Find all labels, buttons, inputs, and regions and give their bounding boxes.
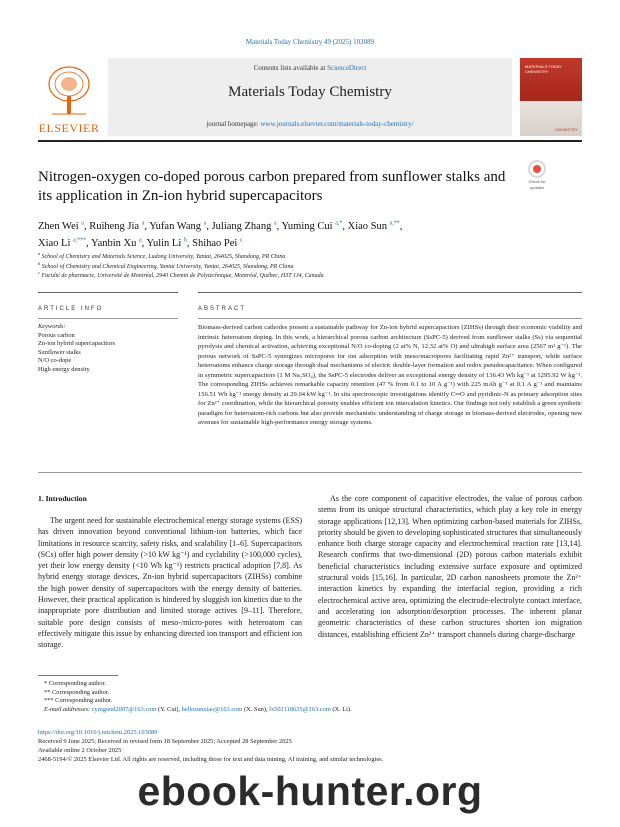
email-link[interactable]: cymgood2007@163.com — [91, 705, 157, 713]
author[interactable]: Yulin Li $^b$ — [146, 237, 187, 249]
journal-cover-thumbnail[interactable] — [520, 58, 582, 136]
keywords-label: Keywords: — [38, 323, 66, 330]
article-title: Nitrogen-oxygen co-doped porous carbon prepared from sunflower stalks and its application in Zn-ion hybrid supercapacitors — [38, 169, 506, 204]
author[interactable]: Yufan Wang $^a$ — [149, 220, 207, 232]
corresponding-author-note: * Corresponding author. — [44, 680, 106, 687]
corresponding-author-note: *** Corresponding author. — [44, 697, 113, 705]
badge-line-2: updates — [529, 185, 545, 190]
doi-link[interactable]: https://doi.org/10.1016/j.mtchem.2025.103089 — [38, 729, 158, 736]
affiliation: $^b$ School of Chemistry and Chemical Engineering, Yantai University, Yantai, 264025, Shandong, PR China — [38, 260, 294, 270]
journal-homepage-link[interactable]: www.journals.elsevier.com/materials-today-chemistry/ — [260, 120, 414, 128]
author[interactable]: Juliang Zhang $^a$ — [211, 220, 277, 232]
author[interactable]: Zhen Wei $^a$ — [38, 220, 84, 232]
affiliation: $^a$ School of Chemistry and Materials Science, Ludong University, Yantai, 264025, Shandong, PR China — [38, 251, 286, 260]
keyword: High energy density — [38, 365, 90, 373]
abstract-subrule — [198, 318, 582, 319]
article-info-heading: ARTICLE INFO — [38, 306, 104, 312]
abstract-text: Biomass-derived carbon cathodes present a sustainable pathway for Zn-ion hybrid supercapacitors (ZIHSs) through their economic viability and intrinsic heteroatom doping. In this work, a hierarchical porous carbon architecture (SsPC-5) derived from sunflower stalks (Ss) via sequential pyrolysis and chemical activation, achieving exceptional N/O co-doping (2 at% N, 12.32 at% O) and ultrahigh surface area (2567 m² g⁻¹). The porous network of SsPC-5 synergizes micropores for ion adsorption with meso/macropores facilitating rapid Zn²⁺ transport, while surface heteroatoms enhance charge storage through dual mechanisms of electric double-layer formation and redox pseudocapacitance. When configured in symmetric supercapacitors (1 M Na₂SO₄), the SsPC-5 electrodes deliver an exceptional energy density of 136.43 Wh kg⁻¹ at 1295.92 W kg⁻¹. The corresponding ZIHSs achieves remarkable capacity retention (47 % from 0.1 to 10 A g⁻¹) with 225 mAh g⁻¹ at 0.1 A g⁻¹ and maintains 156.51 Wh kg⁻¹ energy density at 29.04 kW kg⁻¹. In situ spectroscopic investigations identify C═O and pyridinic-N as primary adsorption sites for Zn²⁺ coordination, while the hierarchical porosity enables efficient ion intercalation kinetics. Our findings not only establish a green synthetic paradigm for heteroatom-rich carbons but also provide mechanistic understanding of charge storage in biomass-derived electrodes, opening new avenues for sustainable high-performance energy storage systems. — [198, 324, 582, 427]
author[interactable]: Shihao Pei $^c$ — [192, 237, 243, 249]
elsevier-wordmark: ELSEVIER — [38, 121, 100, 135]
journal-reference[interactable]: Materials Today Chemistry 49 (2025) 103089 — [245, 38, 375, 46]
header-rule — [38, 140, 582, 142]
introduction-heading: 1. Introduction — [38, 494, 87, 503]
contents-line: Contents lists available at ScienceDirect — [253, 64, 367, 72]
abstract-bottom-rule — [38, 472, 582, 473]
corresponding-author-note: ** Corresponding author. — [44, 688, 110, 696]
article-info-rule — [38, 292, 178, 293]
elsevier-logo[interactable] — [38, 58, 100, 136]
publication-info — [38, 728, 582, 764]
keyword: Sunflower stalks — [38, 348, 81, 356]
introduction-paragraph-right: As the core component of capacitive electrodes, the value of porous carbon stems from its unique structural characteristics, which play a key role in energy storage applications [12,13]. When optimizing carbon-based materials for ZIHSs, priority should be given to developing sophisticated structures that simultaneously enhance both charge storage capacity and electrochemical reaction rate [13,14]. Research confirms that two-dimensional (2D) porous carbon materials exhibit beneficial characteristics including extensive surface exposure and optimized structural voids [15,16]. In particular, 2D carbon nanosheets promote the Zn²⁺ interaction kinetics by expanding the interfacial region, providing a rich electrochemical active area, optimizing the electrode-electrolyte contact interface, and accelerating ion adsorption/desorption processes. The inherent planar geometric characteristics of these carbon structures shorten ion migration distances, establishing efficient Zn²⁺ transport channels during charge-discharge — [318, 494, 582, 639]
abstract-heading: ABSTRACT — [198, 306, 247, 312]
journal-masthead — [38, 58, 582, 136]
online-date: Available online 2 October 2025 — [38, 747, 122, 754]
keyword: Zn-ion hybrid supercapacitors — [38, 340, 116, 348]
abstract-rule — [198, 292, 582, 293]
keywords-block — [38, 323, 178, 375]
author[interactable]: Yanbin Xu $^a$ — [91, 237, 142, 249]
affiliation: $^c$ Faculté de pharmacie, Université de Montréal, 2940 Chemin de Polytechnique, Montréal, Québec, H3T 1J4, Canada — [38, 270, 324, 279]
cover-title: MATERIALS TODAY CHEMISTRY — [525, 64, 562, 74]
author[interactable]: Ruiheng Jia $^a$ — [89, 220, 145, 232]
check-for-updates-badge[interactable] — [520, 160, 554, 190]
copyright-line: 2468-5194/© 2025 Elsevier Ltd. All rights are reserved, including those for text and data mining, AI training, and similar technologies. — [38, 756, 384, 763]
journal-title: Materials Today Chemistry — [228, 84, 392, 100]
affiliations — [38, 253, 558, 282]
received-dates: Received 9 June 2025; Received in revised form 18 September 2025; Accepted 28 September 2025 — [38, 738, 292, 745]
badge-line-1: Check for — [528, 179, 546, 184]
keyword: N/O co-dope — [38, 357, 72, 365]
author-list: Zhen Wei $^a$, Ruiheng Jia $^a$, Yufan Wang $^a$, Juliang Zhang $^a$, Yuming Cui $^{a,*}$, Xiao Sun $^{a,**}$, Xiao Li $^{a,***}$, Yanbin Xu $^a$, Yulin Li $^b$, Shihao Pei $^c$ — [38, 220, 403, 249]
site-watermark: ebook-hunter.org — [137, 768, 483, 814]
author[interactable]: Xiao Li $^{a,***}$ — [38, 237, 87, 249]
footnotes — [38, 680, 582, 714]
masthead-banner — [108, 58, 512, 136]
cover-label: CHEMISTRY — [554, 127, 578, 132]
author[interactable]: Yuming Cui $^{a,*}$ — [281, 220, 343, 232]
email-link[interactable]: lx502118635@163.com — [269, 705, 331, 713]
article-info-subrule — [38, 318, 178, 319]
email-link[interactable]: hellosunxiao@163.com — [181, 705, 243, 713]
introduction-paragraph-left: The urgent need for sustainable electrochemical energy storage systems (ESS) has driven innovation beyond conventional lithium-ion batteries, which face limitations in resource scarcity, safety risks, and scalability [1–6]. Supercapacitors (SCs) offer high power density (>10 kW kg⁻¹) and cyclability (>100,000 cycles), yet their low energy density (<10 Wh kg⁻¹) restricts practical adoption [7,8]. As hybrid energy storage devices, Zn-ion hybrid supercapacitors (ZIHSs) combine the high power density of supercapacitors with the energy density of batteries. However, their practical application is hindered by sluggish ion kinetics due to the inappropriate pore distribution and limited storage actives [9–11]. Therefore, suitable pore design consists of meso-/micro-pores with heteroatom can effectively mitigate this issue by enhancing directed ion transport and efficient ion storage. — [38, 516, 302, 650]
email-addresses: E-mail addresses: cymgood2007@163.com (Y. Cui), hellosunxiao@163.com (X. Sun), lx502118635@163.com (X. Li). — [44, 705, 352, 713]
keyword: Porous carbon — [38, 331, 75, 339]
update-check-icon — [528, 160, 546, 178]
homepage-line: journal homepage: www.journals.elsevier.com/materials-today-chemistry/ — [206, 120, 414, 128]
footnote-rule — [38, 675, 118, 676]
elsevier-tree-icon — [46, 62, 92, 118]
sciencedirect-link[interactable]: ScienceDirect — [327, 64, 367, 72]
author[interactable]: Xiao Sun $^{a,**}$ — [347, 220, 400, 232]
